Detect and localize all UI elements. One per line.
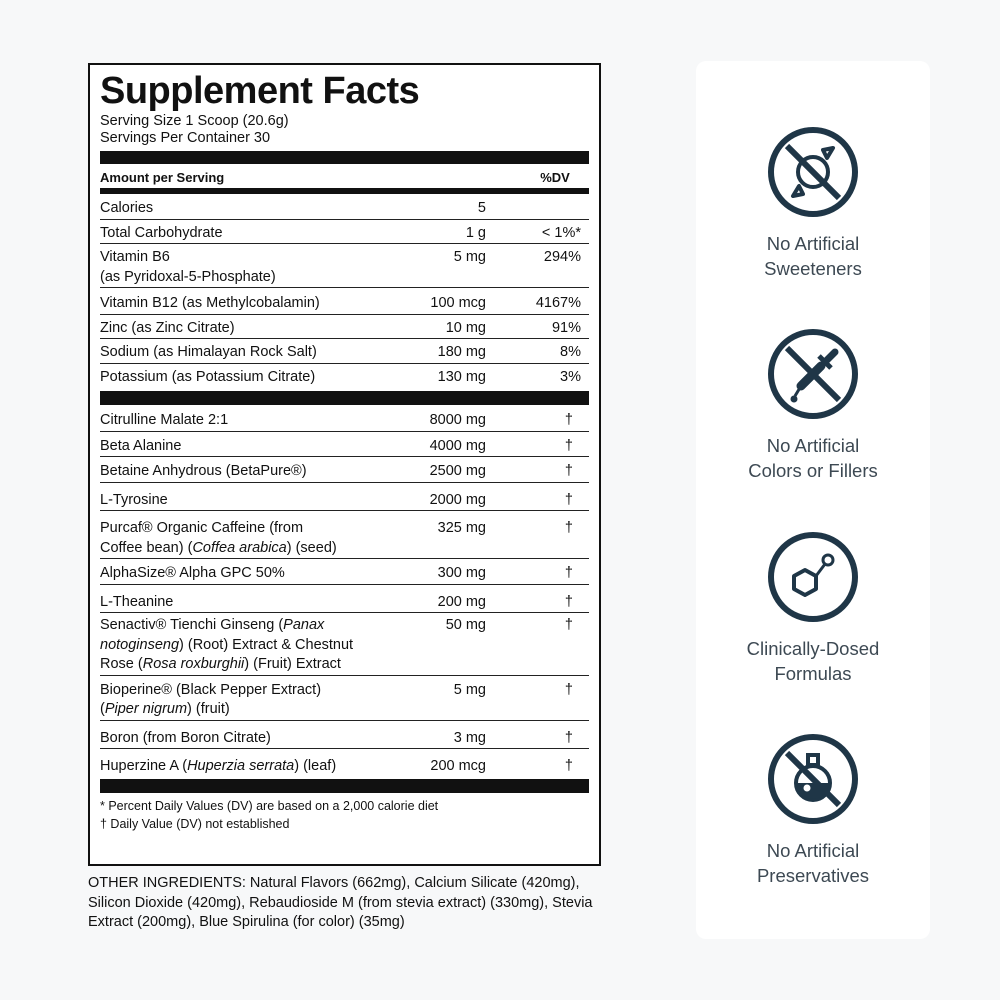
no-flask-icon: [765, 731, 861, 827]
table-row: Zinc (as Zinc Citrate) 10 mg 91%: [100, 315, 589, 340]
footnote-dv: * Percent Daily Values (DV) are based on a 2,000 calorie diet: [100, 798, 439, 813]
other-ingredients: OTHER INGREDIENTS: Natural Flavors (662mg), Calcium Silicate (420mg), Silicon Dioxide (420mg), Rebaudioside M (from stevia extract) (330mg), Stevia Extract (200mg), Blue Spirulina (for color) (35mg): [88, 875, 593, 930]
table-row: Citrulline Malate 2:1 8000 mg †: [100, 409, 589, 432]
table-row: Calories 5: [100, 197, 589, 220]
feature-no-preservatives: No Artificial Preservatives: [696, 731, 930, 888]
table-row: Betaine Anhydrous (BetaPure®) 2500 mg †: [100, 457, 589, 483]
table-row: Purcaf® Organic Caffeine (from Coffee bean) (Coffea arabica) (seed) 325 mg †: [100, 511, 589, 559]
divider-thick: [100, 391, 589, 405]
feature-no-colors: No Artificial Colors or Fillers: [696, 326, 930, 483]
no-candy-icon: [765, 124, 861, 220]
servings-per-container: Servings Per Container 30: [100, 130, 271, 146]
serving-size: Serving Size 1 Scoop (20.6g): [100, 113, 289, 129]
table-row: L-Theanine 200 mg †: [100, 585, 589, 614]
feature-no-sweeteners: No Artificial Sweeteners: [696, 124, 930, 281]
supplement-facts-panel: [88, 63, 601, 866]
table-row: Boron (from Boron Citrate) 3 mg †: [100, 721, 589, 750]
table-row: Total Carbohydrate 1 g < 1%*: [100, 220, 589, 245]
table-row: AlphaSize® Alpha GPC 50% 300 mg †: [100, 559, 589, 585]
table-row: Senactiv® Tienchi Ginseng (Panax notoginseng) (Root) Extract & Chestnut Rose (Rosa roxburghii) (Fruit) Extract 50 mg †: [100, 613, 589, 676]
facts-header: [100, 164, 589, 188]
nutrient-list: [100, 194, 589, 389]
footnote-dagger: † Daily Value (DV) not established: [100, 816, 290, 831]
ingredient-list: [100, 405, 589, 777]
features-panel: [696, 61, 930, 939]
footnotes: [100, 793, 589, 833]
table-row: Bioperine® (Black Pepper Extract) (Piper nigrum) (fruit) 5 mg †: [100, 676, 589, 721]
feature-clinically-dosed: Clinically-Dosed Formulas: [696, 529, 930, 686]
molecule-icon: [765, 529, 861, 625]
table-row: Potassium (as Potassium Citrate) 130 mg 3%: [100, 368, 581, 385]
table-row: Sodium (as Himalayan Rock Salt) 180 mg 8%: [100, 339, 589, 364]
divider-thick: [100, 151, 589, 164]
header-amount: Amount per Serving: [100, 170, 225, 185]
table-row: Vitamin B12 (as Methylcobalamin) 100 mcg 4167%: [100, 288, 589, 315]
table-row: Vitamin B6 (as Pyridoxal-5-Phosphate) 5 mg 294%: [100, 244, 589, 288]
table-row: Beta Alanine 4000 mg †: [100, 432, 589, 458]
facts-title: Supplement Facts: [100, 70, 420, 112]
divider-thick: [100, 779, 589, 793]
table-row: Huperzine A (Huperzia serrata) (leaf) 200 mcg †: [100, 758, 573, 774]
header-dv: %DV: [540, 170, 570, 185]
table-row: L-Tyrosine 2000 mg †: [100, 483, 589, 512]
no-dropper-icon: [765, 326, 861, 422]
